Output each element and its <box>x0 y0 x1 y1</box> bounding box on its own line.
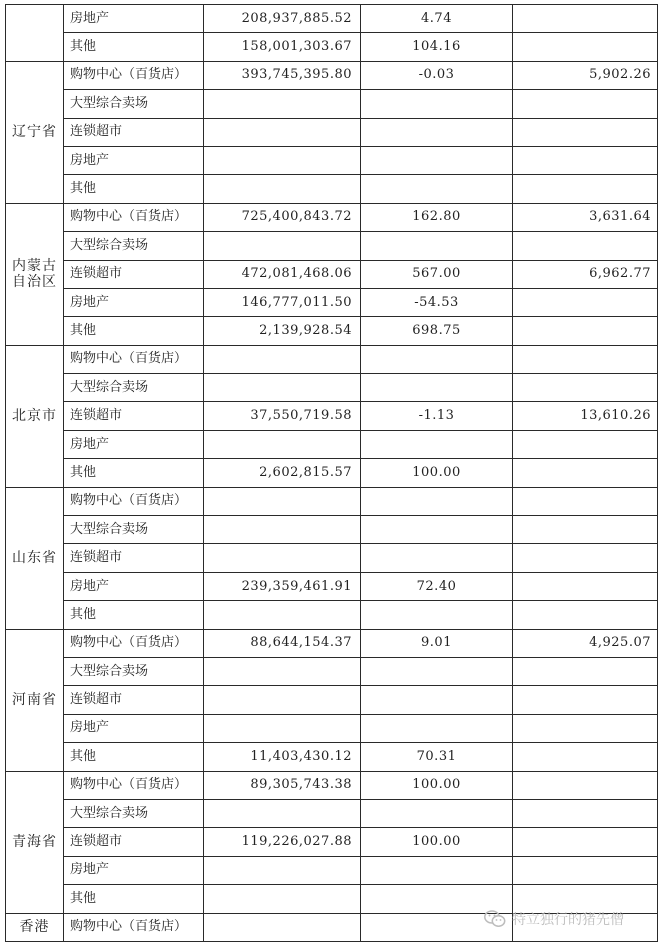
area-cell <box>513 232 658 260</box>
category-cell: 其他 <box>64 317 204 345</box>
table-row <box>6 146 658 174</box>
percent-cell <box>361 714 513 742</box>
category-cell: 其他 <box>64 885 204 913</box>
table-row <box>6 516 658 544</box>
table-row <box>6 175 658 203</box>
area-cell <box>513 601 658 629</box>
category-cell: 大型综合卖场 <box>64 799 204 827</box>
amount-cell: 725,400,843.72 <box>204 203 361 231</box>
percent-cell: 70.31 <box>361 743 513 771</box>
category-cell: 其他 <box>64 743 204 771</box>
category-cell: 大型综合卖场 <box>64 374 204 402</box>
table-row <box>6 430 658 458</box>
area-cell <box>513 146 658 174</box>
table-row <box>6 686 658 714</box>
table-row <box>6 288 658 316</box>
amount-cell: 37,550,719.58 <box>204 402 361 430</box>
area-cell <box>513 771 658 799</box>
amount-cell <box>204 913 361 941</box>
percent-cell <box>361 487 513 515</box>
area-cell: 6,962.77 <box>513 260 658 288</box>
category-cell: 购物中心（百货店） <box>64 629 204 657</box>
table-row <box>6 601 658 629</box>
amount-cell <box>204 175 361 203</box>
area-cell: 3,631.64 <box>513 203 658 231</box>
category-cell: 其他 <box>64 175 204 203</box>
table-row <box>6 345 658 373</box>
category-cell: 购物中心（百货店） <box>64 913 204 941</box>
percent-cell <box>361 516 513 544</box>
percent-cell <box>361 856 513 884</box>
category-cell: 购物中心（百货店） <box>64 203 204 231</box>
percent-cell <box>361 544 513 572</box>
category-cell: 连锁超市 <box>64 828 204 856</box>
amount-cell <box>204 516 361 544</box>
percent-cell <box>361 374 513 402</box>
amount-cell <box>204 799 361 827</box>
table-row <box>6 856 658 884</box>
category-cell: 大型综合卖场 <box>64 90 204 118</box>
amount-cell <box>204 601 361 629</box>
category-cell: 连锁超市 <box>64 686 204 714</box>
table-row <box>6 828 658 856</box>
percent-cell <box>361 90 513 118</box>
amount-cell <box>204 856 361 884</box>
table-row <box>6 714 658 742</box>
table-row <box>6 799 658 827</box>
amount-cell <box>204 714 361 742</box>
category-cell: 连锁超市 <box>64 260 204 288</box>
area-cell: 13,610.26 <box>513 402 658 430</box>
table-row <box>6 743 658 771</box>
area-cell <box>513 799 658 827</box>
percent-cell: -0.03 <box>361 61 513 89</box>
percent-cell <box>361 657 513 685</box>
percent-cell: 162.80 <box>361 203 513 231</box>
amount-cell: 393,745,395.80 <box>204 61 361 89</box>
table-row <box>6 260 658 288</box>
table-row <box>6 90 658 118</box>
table-row <box>6 374 658 402</box>
area-cell <box>513 317 658 345</box>
category-cell: 房地产 <box>64 430 204 458</box>
category-cell: 大型综合卖场 <box>64 232 204 260</box>
amount-cell <box>204 430 361 458</box>
amount-cell: 472,081,468.06 <box>204 260 361 288</box>
amount-cell: 158,001,303.67 <box>204 33 361 61</box>
area-cell <box>513 430 658 458</box>
province-cell: 辽宁省 <box>6 61 64 203</box>
area-cell <box>513 516 658 544</box>
area-cell <box>513 5 658 33</box>
amount-cell: 2,602,815.57 <box>204 459 361 487</box>
amount-cell <box>204 885 361 913</box>
amount-cell <box>204 544 361 572</box>
table-row <box>6 544 658 572</box>
category-cell: 购物中心（百货店） <box>64 345 204 373</box>
amount-cell: 2,139,928.54 <box>204 317 361 345</box>
category-cell: 连锁超市 <box>64 402 204 430</box>
area-cell <box>513 856 658 884</box>
percent-cell <box>361 175 513 203</box>
area-cell <box>513 828 658 856</box>
area-cell <box>513 459 658 487</box>
table-row <box>6 771 658 799</box>
percent-cell <box>361 345 513 373</box>
percent-cell <box>361 430 513 458</box>
table-row <box>6 203 658 231</box>
amount-cell: 146,777,011.50 <box>204 288 361 316</box>
percent-cell: -54.53 <box>361 288 513 316</box>
table-row <box>6 572 658 600</box>
area-cell <box>513 33 658 61</box>
area-cell <box>513 90 658 118</box>
percent-cell: 100.00 <box>361 459 513 487</box>
amount-cell: 119,226,027.88 <box>204 828 361 856</box>
category-cell: 购物中心（百货店） <box>64 487 204 515</box>
area-cell <box>513 657 658 685</box>
percent-cell <box>361 146 513 174</box>
amount-cell <box>204 657 361 685</box>
table-row <box>6 317 658 345</box>
category-cell: 购物中心（百货店） <box>64 61 204 89</box>
area-cell: 4,925.07 <box>513 629 658 657</box>
amount-cell: 89,305,743.38 <box>204 771 361 799</box>
area-cell: 5,902.26 <box>513 61 658 89</box>
percent-cell <box>361 232 513 260</box>
data-table <box>5 4 658 942</box>
province-cell: 山东省 <box>6 487 64 629</box>
area-cell <box>513 487 658 515</box>
table-row <box>6 33 658 61</box>
category-cell: 房地产 <box>64 714 204 742</box>
percent-cell: 698.75 <box>361 317 513 345</box>
area-cell <box>513 175 658 203</box>
category-cell: 房地产 <box>64 572 204 600</box>
category-cell: 连锁超市 <box>64 544 204 572</box>
amount-cell <box>204 118 361 146</box>
province-cell <box>6 5 64 62</box>
category-cell: 连锁超市 <box>64 118 204 146</box>
amount-cell <box>204 146 361 174</box>
watermark-text: 特立独行的猪先僧 <box>512 912 624 928</box>
category-cell: 房地产 <box>64 5 204 33</box>
area-cell <box>513 572 658 600</box>
percent-cell <box>361 799 513 827</box>
table-row <box>6 232 658 260</box>
percent-cell: 100.00 <box>361 771 513 799</box>
amount-cell <box>204 487 361 515</box>
category-cell: 房地产 <box>64 856 204 884</box>
amount-cell <box>204 686 361 714</box>
wechat-icon <box>484 910 506 928</box>
amount-cell: 208,937,885.52 <box>204 5 361 33</box>
percent-cell: 4.74 <box>361 5 513 33</box>
province-cell: 北京市 <box>6 345 64 487</box>
amount-cell: 11,403,430.12 <box>204 743 361 771</box>
category-cell: 房地产 <box>64 146 204 174</box>
percent-cell: 567.00 <box>361 260 513 288</box>
table-row <box>6 657 658 685</box>
amount-cell <box>204 232 361 260</box>
table-body <box>6 5 658 942</box>
province-cell: 青海省 <box>6 771 64 913</box>
percent-cell: 104.16 <box>361 33 513 61</box>
province-cell: 香港 <box>6 913 64 941</box>
table-row <box>6 61 658 89</box>
amount-cell: 88,644,154.37 <box>204 629 361 657</box>
table-row <box>6 118 658 146</box>
province-cell: 河南省 <box>6 629 64 771</box>
percent-cell: 72.40 <box>361 572 513 600</box>
area-cell <box>513 345 658 373</box>
amount-cell: 239,359,461.91 <box>204 572 361 600</box>
area-cell <box>513 288 658 316</box>
category-cell: 其他 <box>64 33 204 61</box>
area-cell <box>513 714 658 742</box>
table-row <box>6 487 658 515</box>
category-cell: 房地产 <box>64 288 204 316</box>
percent-cell <box>361 601 513 629</box>
category-cell: 其他 <box>64 601 204 629</box>
percent-cell: -1.13 <box>361 402 513 430</box>
percent-cell <box>361 118 513 146</box>
table-row <box>6 629 658 657</box>
category-cell: 大型综合卖场 <box>64 657 204 685</box>
table-row <box>6 459 658 487</box>
table-row <box>6 5 658 33</box>
amount-cell <box>204 345 361 373</box>
category-cell: 大型综合卖场 <box>64 516 204 544</box>
percent-cell: 9.01 <box>361 629 513 657</box>
amount-cell <box>204 90 361 118</box>
area-cell <box>513 544 658 572</box>
percent-cell <box>361 686 513 714</box>
area-cell <box>513 743 658 771</box>
table-row <box>6 402 658 430</box>
percent-cell: 100.00 <box>361 828 513 856</box>
category-cell: 购物中心（百货店） <box>64 771 204 799</box>
amount-cell <box>204 374 361 402</box>
area-cell <box>513 374 658 402</box>
area-cell <box>513 118 658 146</box>
watermark <box>484 909 624 929</box>
category-cell: 其他 <box>64 459 204 487</box>
province-cell: 内蒙古自治区 <box>6 203 64 345</box>
area-cell <box>513 686 658 714</box>
